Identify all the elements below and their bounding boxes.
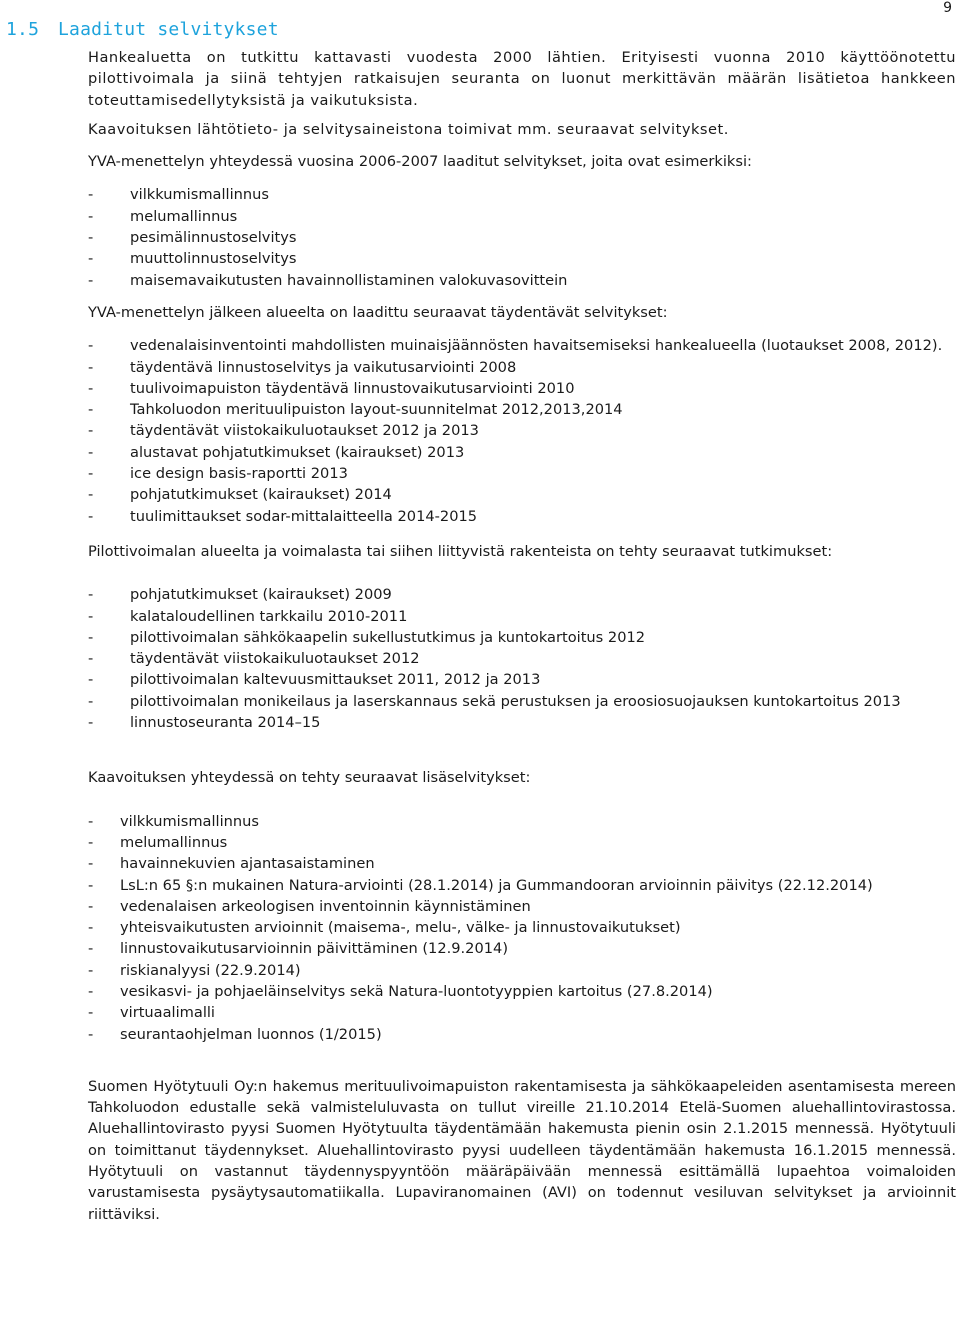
list-item: - vedenalaisen arkeologisen inventoinnin käynnistäminen <box>88 896 956 917</box>
pilot-list <box>88 584 956 733</box>
section-number: 1.5 <box>6 19 40 40</box>
list-item: - kalataloudellinen tarkkailu 2010-2011 <box>88 606 956 627</box>
list-item: - yhteisvaikutusten arvioinnit (maisema-, melu-, välke- ja linnustovaikutukset) <box>88 917 956 938</box>
closing-paragraph: Suomen Hyötytuuli Oy:n hakemus merituulivoimapuiston rakentamisesta ja sähkökaapeleiden asentamisesta mereen Tahkoluodon edustalle sekä valmisteluluvasta on tullut vireille 21.10.2014 Etelä-Suomen aluehallintovirastossa. Aluehallintovirasto pyysi Suomen Hyötytuulta täydentämään hakemusta pienin osin 2.1.2015 mennessä. Hyötytuuli on toimittanut täydennykset. Aluehallintovirasto pyysi uudelleen täydentämään hakemusta 16.1.2015 mennessä. Hyötytuuli on vastannut täydennyspyyntöön määräpäivään mennessä esittämällä lupaehtoa voimaloiden varustamisesta pysäytysautomatiikalla. Lupaviranomainen (AVI) on todennut vesiluvan selvitykset ja arvioinnit riittäviksi. <box>88 1077 956 1223</box>
post-yva-intro-paragraph: YVA-menettelyn jälkeen alueelta on laadittu seuraavat täydentävät selvitykset: <box>88 303 668 321</box>
kaava-list <box>88 811 956 1045</box>
list-item: - havainnekuvien ajantasaistaminen <box>88 853 956 874</box>
section-heading <box>6 19 279 40</box>
kaava-intro-paragraph: Kaavoituksen yhteydessä on tehty seuraavat lisäselvitykset: <box>88 769 531 787</box>
list-item: - pohjatutkimukset (kairaukset) 2014 <box>88 484 956 505</box>
intro-paragraph: Hankealuetta on tutkittu kattavasti vuodesta 2000 lähtien. Erityisesti vuonna 2010 käyttöönotettu pilottivoimala ja siinä tehtyjen ratkaisujen seuranta on luonut merkittävän määrän lisätietoa hankkeen toteuttamisedellytyksistä ja vaikutuksista. <box>88 49 956 109</box>
list-item: - riskianalyysi (22.9.2014) <box>88 960 956 981</box>
list-item: - vilkkumismallinnus <box>88 811 956 832</box>
list-item: - linnustoseuranta 2014–15 <box>88 712 956 733</box>
list-item: - pilottivoimalan kaltevuusmittaukset 2011, 2012 ja 2013 <box>88 669 956 690</box>
list-item: - Tahkoluodon merituulipuiston layout-suunnitelmat 2012,2013,2014 <box>88 399 956 420</box>
yva-intro-paragraph: YVA-menettelyn yhteydessä vuosina 2006-2007 laaditut selvitykset, joita ovat esimerkiksi: <box>88 153 752 171</box>
kaavoitus-intro-paragraph: Kaavoituksen lähtötieto- ja selvitysaineistona toimivat mm. seuraavat selvitykset. <box>88 120 729 138</box>
list-item: - pohjatutkimukset (kairaukset) 2009 <box>88 584 956 605</box>
list-item: - muuttolinnustoselvitys <box>88 248 956 269</box>
section-title: Laaditut selvitykset <box>58 19 279 40</box>
list-item: - pilottivoimalan sähkökaapelin sukellustutkimus ja kuntokartoitus 2012 <box>88 627 956 648</box>
list-item: - täydentävät viistokaikuluotaukset 2012 ja 2013 <box>88 420 956 441</box>
list-item: - LsL:n 65 §:n mukainen Natura-arviointi (28.1.2014) ja Gummandooran arvioinnin päivitys (22.12.2014) <box>88 875 956 896</box>
list-item: - vedenalaisinventointi mahdollisten muinaisjäännösten havaitsemiseksi hankealueella (luotaukset 2008, 2012). <box>88 335 956 356</box>
list-item: - seurantaohjelman luonnos (1/2015) <box>88 1024 956 1045</box>
list-item: - täydentävä linnustoselvitys ja vaikutusarviointi 2008 <box>88 357 956 378</box>
list-item: - pilottivoimalan monikeilaus ja laserskannaus sekä perustuksen ja eroosiosuojauksen kuntokartoitus 2013 <box>88 691 956 712</box>
list-item: - vilkkumismallinnus <box>88 184 956 205</box>
list-item: - melumallinnus <box>88 206 956 227</box>
list-item: - maisemavaikutusten havainnollistaminen valokuvasovittein <box>88 270 956 291</box>
list-item: - täydentävät viistokaikuluotaukset 2012 <box>88 648 956 669</box>
list-item: - vesikasvi- ja pohjaeläinselvitys sekä Natura-luontotyyppien kartoitus (27.8.2014) <box>88 981 956 1002</box>
list-item: - ice design basis-raportti 2013 <box>88 463 956 484</box>
list-item: - tuulimittaukset sodar-mittalaitteella 2014-2015 <box>88 506 956 527</box>
post-yva-list <box>88 335 956 527</box>
page-number: 9 <box>943 0 952 16</box>
list-item: - virtuaalimalli <box>88 1002 956 1023</box>
pilot-intro-paragraph: Pilottivoimalan alueelta ja voimalasta tai siihen liittyvistä rakenteista on tehty seuraavat tutkimukset: <box>88 542 833 560</box>
list-item: - alustavat pohjatutkimukset (kairaukset) 2013 <box>88 442 956 463</box>
list-item: - tuulivoimapuiston täydentävä linnustovaikutusarviointi 2010 <box>88 378 956 399</box>
document-body <box>88 47 956 1225</box>
list-item: - melumallinnus <box>88 832 956 853</box>
list-item: - pesimälinnustoselvitys <box>88 227 956 248</box>
list-item: - linnustovaikutusarvioinnin päivittäminen (12.9.2014) <box>88 938 956 959</box>
yva-list <box>88 184 956 290</box>
